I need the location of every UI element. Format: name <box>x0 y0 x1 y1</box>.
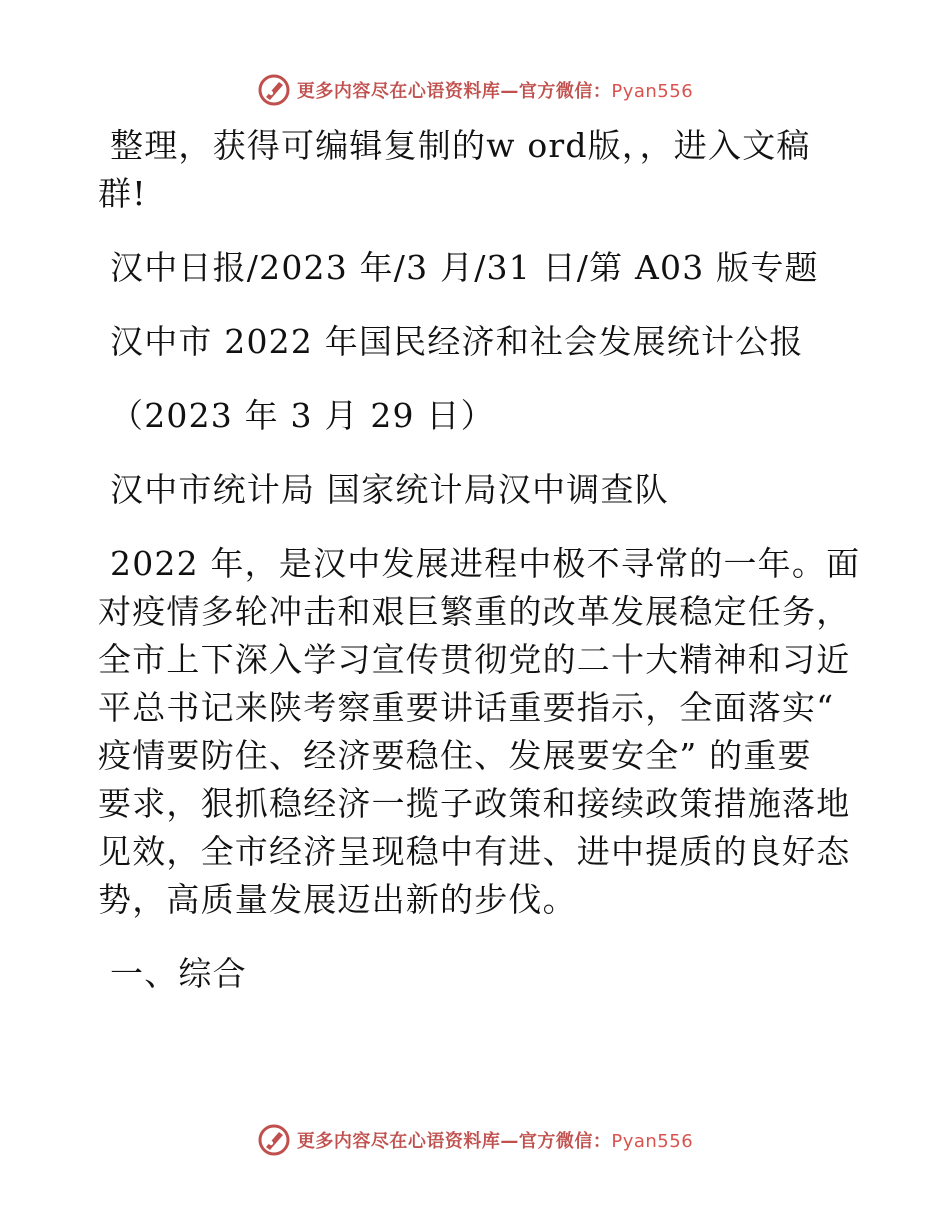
brand-logo-icon <box>257 73 291 107</box>
issuers: 汉中市统计局 国家统计局汉中调查队 <box>110 470 669 509</box>
document-body <box>98 122 861 998</box>
paragraph-line: 要求，狠抓稳经济一揽子政策和接续政策措施落地 <box>98 784 851 823</box>
paragraph-line: 疫情要防住、经济要稳住、发展要安全” 的重要 <box>98 736 812 775</box>
watermark-text: 更多内容尽在心语资料库—官方微信：Pyan556 <box>296 1131 694 1152</box>
paragraph-line: 平总书记来陕考察重要讲话重要指示，全面落实“ <box>98 688 835 727</box>
intro-line: 整理，获得可编辑复制的w ord版，，进入文稿 <box>110 126 811 165</box>
intro-line: 群! <box>98 174 147 213</box>
source-line: 汉中日报/2023 年/3 月/31 日/第 A03 版专题 <box>110 248 819 287</box>
document-date: （2023 年 3 月 29 日） <box>110 396 495 435</box>
paragraph-line: 全市上下深入学习宣传贯彻党的二十大精神和习近 <box>98 640 851 679</box>
footer-watermark-banner <box>0 1120 950 1160</box>
paragraph-line: 势，高质量发展迈出新的步伐。 <box>98 880 577 919</box>
paragraph-line: 对疫情多轮冲击和艰巨繁重的改革发展稳定任务， <box>98 592 851 631</box>
section-heading: 一、综合 <box>110 954 247 993</box>
brand-logo-icon <box>257 1123 291 1157</box>
document-title: 汉中市 2022 年国民经济和社会发展统计公报 <box>110 322 804 361</box>
watermark-text: 更多内容尽在心语资料库—官方微信：Pyan556 <box>296 81 694 102</box>
paragraph-line: 2022 年，是汉中发展进程中极不寻常的一年。面 <box>110 544 861 583</box>
header-watermark-banner <box>0 70 950 110</box>
paragraph-line: 见效，全市经济呈现稳中有进、进中提质的良好态 <box>98 832 851 871</box>
